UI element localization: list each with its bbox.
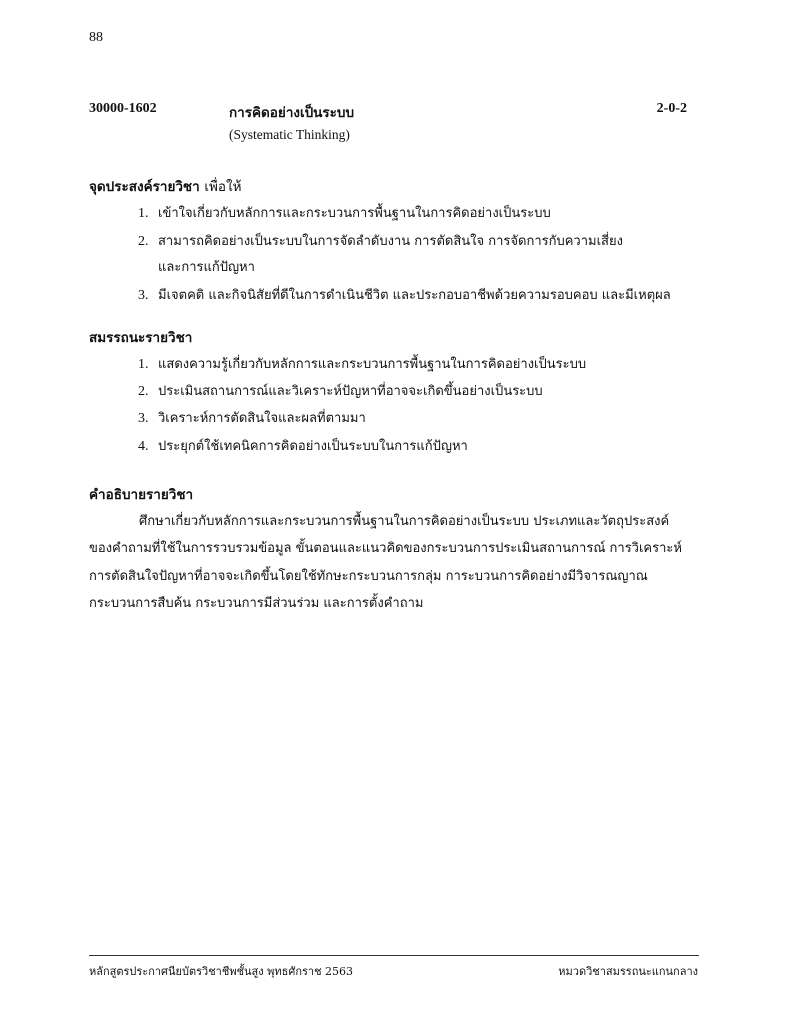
competency-num: 2. [138,384,149,399]
objectives-heading-suffix: เพื่อให้ [204,179,242,195]
page-number: 88 [89,30,103,45]
course-code: 30000-1602 [89,101,157,116]
objective-num: 2. [138,234,149,249]
competency-text: ประเมินสถานการณ์และวิเคราะห์ปัญหาที่อาจจะเกิดขึ้นอย่างเป็นระบบ [158,384,543,399]
course-title-en: (Systematic Thinking) [229,127,350,142]
objective-item [138,230,698,251]
course-credits: 2-0-2 [656,101,687,116]
objective-text: เข้าใจเกี่ยวกับหลักการและกระบวนการพื้นฐานในการคิดอย่างเป็นระบบ [158,206,551,221]
competency-text: วิเคราะห์การตัดสินใจและผลที่ตามมา [158,411,366,426]
competency-num: 1. [138,357,149,372]
competency-item [138,435,698,456]
course-title: การคิดอย่างเป็นระบบ [229,105,355,121]
competency-num: 4. [138,439,149,454]
objective-item [138,202,698,223]
objective-num: 1. [138,206,149,221]
competency-text: ประยุกต์ใช้เทคนิคการคิดอย่างเป็นระบบในการแก้ปัญหา [158,439,468,454]
competencies-heading [89,326,192,348]
objective-item-continuation: และการแก้ปัญหา [158,260,255,275]
footer-rule [89,955,699,956]
objectives-heading-text: จุดประสงค์รายวิชา [89,179,200,195]
description-line: การตัดสินใจปัญหาที่อาจจะเกิดขึ้นโดยใช้ทักษะกระบวนการกลุ่ม การะบวนการคิดอย่างมีวิจารณญาณ [89,569,648,584]
footer-right: หมวดวิชาสมรรถนะแกนกลาง [558,965,698,978]
description-heading-text: คำอธิบายรายวิชา [89,487,194,503]
competency-item [138,353,698,374]
description-line: ของคำถามที่ใช้ในการรวบรวมข้อมูล ขั้นตอนและแนวคิดของกระบวนการประเมินสถานการณ์ การวิเคราะห์ [89,541,682,556]
competencies-heading-text: สมรรถนะรายวิชา [89,330,193,346]
competency-item [138,407,698,428]
course-header [89,101,687,123]
description-line: ศึกษาเกี่ยวกับหลักการและกระบวนการพื้นฐานในการคิดอย่างเป็นระบบ ประเภทและวัตถุประสงค์ [139,514,670,529]
objective-text: สามารถคิดอย่างเป็นระบบในการจัดลำดับงาน การตัดสินใจ การจัดการกับความเสี่ยง [158,234,623,249]
objective-text: มีเจตคติ และกิจนิสัยที่ดีในการดำเนินชีวิต และประกอบอาชีพด้วยความรอบคอบ และมีเหตุผล [158,288,671,303]
description-line: กระบวนการสืบค้น กระบวนการมีส่วนร่วม และการตั้งคำถาม [89,596,424,611]
competency-text: แสดงความรู้เกี่ยวกับหลักการและกระบวนการพื้นฐานในการคิดอย่างเป็นระบบ [158,357,587,372]
competency-num: 3. [138,411,149,426]
objective-num: 3. [138,288,149,303]
competency-item [138,380,698,401]
objectives-heading [89,175,242,197]
objective-item [138,284,698,305]
footer-left: หลักสูตรประกาศนียบัตรวิชาชีพชั้นสูง พุทธศักราช 2563 [89,965,354,978]
description-heading [89,483,193,505]
